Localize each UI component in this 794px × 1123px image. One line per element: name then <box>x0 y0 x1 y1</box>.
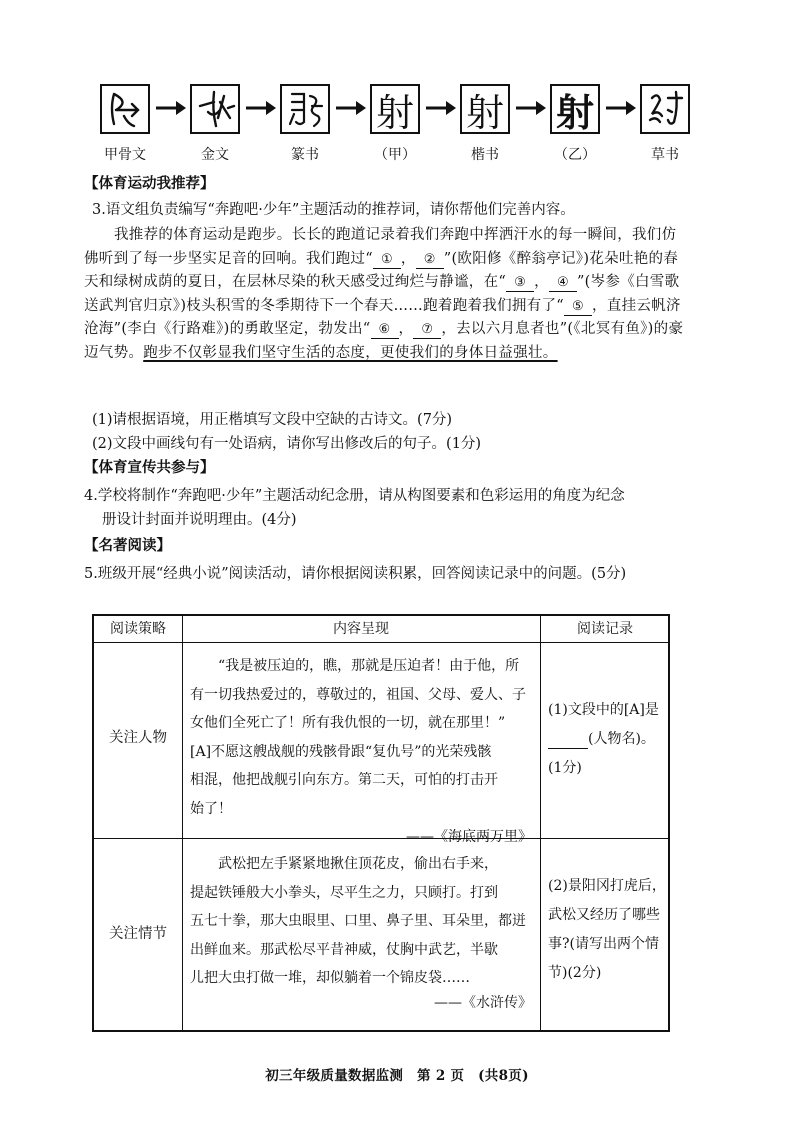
strategy-cell: 关注情节 <box>109 926 167 942</box>
record-cell: (1)文段中的[A]是 (人物名)。 (1分) <box>548 702 659 776</box>
cursive-glyph-box <box>640 84 690 134</box>
blank-6[interactable]: ⑥ <box>371 322 399 339</box>
page-footer: 初三年级质量数据监测 第 2 页 (共8页) <box>265 1068 529 1084</box>
arrow-right-icon <box>244 98 278 118</box>
oracle-bone-glyph-box <box>100 84 150 134</box>
blank-3[interactable]: ③ <box>506 275 534 292</box>
content-cell: “我是被压迫的，瞧，那就是压迫者！由于他，所 有一切我热爱过的，尊敬过的，祖国、父母、爱人、子 女他们全死亡了！所有我仇恨的一切，就在那里！” [A]不愿这艘战舰的残骸骨跟“复仇号”的光荣残骸 相混，他把战舰引向东方。第二天，可怕的打击开 始了！ ——《海底两万里》 <box>190 652 538 852</box>
she-character-yi: 射 <box>555 89 594 135</box>
seal-glyph-box <box>280 84 330 134</box>
source-citation: ——《海底两万里》 <box>406 829 532 845</box>
stage-label: （甲） <box>374 147 416 163</box>
stage-label: 草书 <box>651 147 679 163</box>
arrow-right-icon <box>154 98 188 118</box>
seal-she-glyph-icon <box>284 88 326 130</box>
blank-7[interactable]: ⑦ <box>413 322 441 339</box>
blank-2[interactable]: ② <box>416 252 444 269</box>
jia-glyph-box <box>370 84 420 134</box>
question-3-stem: 3.语文组负责编写“奔跑吧·少年”主题活动的推荐词，请你帮他们完善内容。 <box>92 202 575 218</box>
stage-label: 篆书 <box>291 147 319 163</box>
table-header-record: 阅读记录 <box>577 621 633 637</box>
stage-label: 金文 <box>201 147 229 163</box>
table-header-strategy: 阅读策略 <box>110 621 166 637</box>
section-title-sports: 【体育运动我推荐】 <box>84 175 215 192</box>
kaishu-glyph-box <box>460 84 510 134</box>
arrow-right-icon <box>424 98 458 118</box>
yi-glyph-box <box>550 84 600 134</box>
question-3-sub-1: (1)请根据语境，用正楷填写文段中空缺的古诗文。(7分) <box>92 412 453 428</box>
record-cell: (2)景阳冈打虎后， 武松又经历了哪些 事?(请写出两个情 节)(2分) <box>548 878 666 981</box>
bronze-she-glyph-icon <box>194 88 236 130</box>
stage-label: 楷书 <box>471 147 499 163</box>
cursive-she-glyph-icon <box>644 88 686 130</box>
stage-label: 甲骨文 <box>104 147 146 163</box>
bronze-glyph-box <box>190 84 240 134</box>
underlined-sentence: 跑步不仅彰显我们坚守生活的态度，更使我们的身体日益强壮。 <box>143 344 558 361</box>
arrow-right-icon <box>514 98 548 118</box>
section-title-promotion: 【体育宣传共参与】 <box>84 459 215 476</box>
table-header-content: 内容呈现 <box>333 621 389 637</box>
blank-4[interactable]: ④ <box>549 275 577 292</box>
reading-record-table <box>92 614 670 1032</box>
answer-blank-a[interactable] <box>548 732 588 749</box>
strategy-cell: 关注人物 <box>109 730 167 746</box>
question-3-sub-2: (2)文段中画线句有一处语病，请你写出修改后的句子。(1分) <box>92 436 482 452</box>
source-citation: ——《水浒传》 <box>434 994 532 1011</box>
evolution-stage-labels <box>100 144 680 166</box>
she-character-jia: 射 <box>375 90 414 135</box>
character-evolution-row <box>100 84 680 140</box>
arrow-right-icon <box>334 98 368 118</box>
she-character-kaishu: 射 <box>465 90 504 135</box>
question-4-line-2: 册设计封面并说明理由。(4分) <box>102 512 297 528</box>
question-5-stem: 5.班级开展“经典小说”阅读活动，请你根据阅读积累，回答阅读记录中的问题。(5分) <box>84 566 627 582</box>
arrow-right-icon <box>604 98 638 118</box>
blank-5[interactable]: ⑤ <box>564 299 592 316</box>
stage-label: （乙） <box>554 147 596 163</box>
blank-1[interactable]: ① <box>373 252 401 269</box>
question-3-passage: 我推荐的体育运动是跑步。长长的跑道记录着我们奔跑中挥洒汗水的每一瞬间，我们仿佛听到了每一步坚实足音的回响。我们跑过“ ① ， ② ”(欧阳修《醉翁亭记》)花朵吐艳的春天和绿树成荫的夏日，在层林尽染的秋天感受过绚烂与静谧，在“ ③ ， ④ ”(岑参《白雪歌送武判官归京》)枝头积雪的冬季期待下一个春天……跑着跑着我们拥有了“ ⑤ ，直挂云帆济沧海”(李白《行路难》)的勇敢坚定，勃发出“ ⑥ ， ⑦ ，去以六月息者也”(《北冥有鱼》)的豪迈气势。跑步不仅彰显我们坚守生活的态度，更使我们的身体日益强壮。 <box>84 227 684 361</box>
section-title-classics: 【名著阅读】 <box>84 537 171 554</box>
content-cell: 武松把左手紧紧地揪住顶花皮，偷出右手来， 提起铁锤般大小拳头，尽平生之力，只顾打。打到 五七十拳，那大虫眼里、口里、鼻子里、耳朵里，都迸 出鲜血来。那武松尽平昔神威，仗胸中武艺，半歇 儿把大虫打做一堆，却似躺着一个锦皮袋…… ——《水浒传》 <box>190 850 538 1013</box>
oracle-bone-she-glyph-icon <box>104 88 146 130</box>
question-4-line-1: 4.学校将制作“奔跑吧·少年”主题活动纪念册，请从构图要素和色彩运用的角度为纪念 <box>84 488 625 504</box>
